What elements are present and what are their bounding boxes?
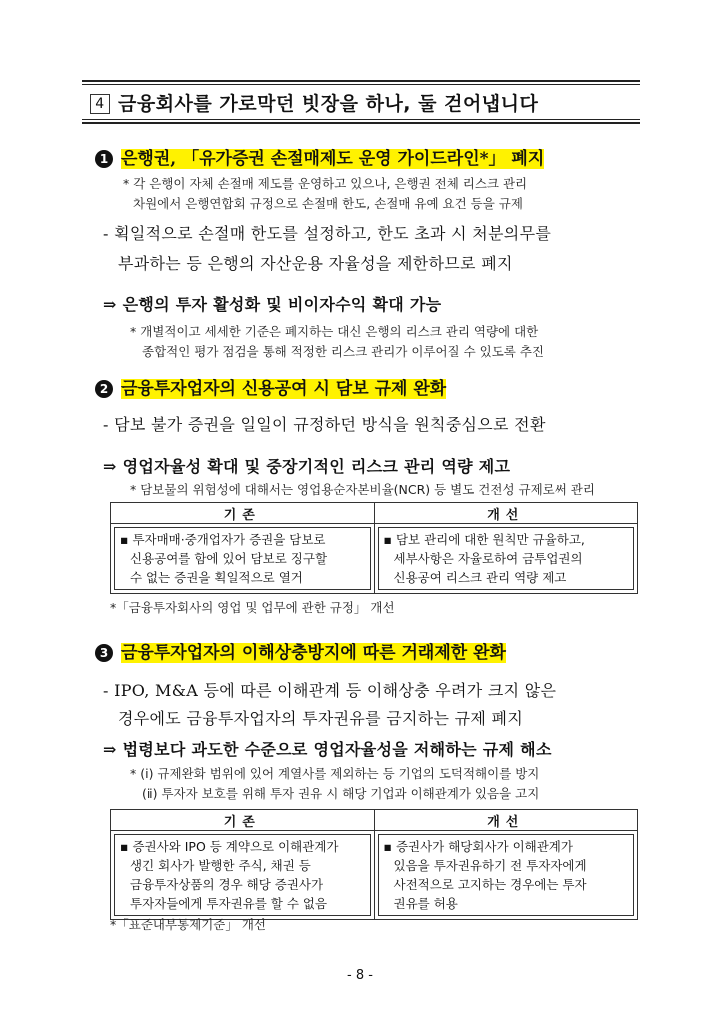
item-3-dash-line-2: 경우에도 금융투자업자의 투자권유를 금지하는 규제 폐지 [118,709,524,728]
item-2-after-line-1: ▪ 담보 관리에 대한 원칙만 규율하고, [383,532,585,547]
item-2-dash-line-1: - 담보 불가 증권을 일일이 규정하던 방식을 원칙중심으로 전환 [103,415,546,434]
header-bottom-rule-thin [82,119,640,120]
item-3-comparison-table [110,809,638,920]
item-3-result: ⇒ 법령보다 과도한 수준으로 영업자율성을 저해하는 규제 해소 [103,740,552,759]
item-2-after-line-2: 세부사항은 자율로하여 금투업권의 [393,551,583,566]
item-3-bullet: 3 [95,644,113,662]
item-2-heading-text: 금융투자업자의 신용공여 시 담보 규제 완화 [121,379,447,399]
header-top-rule-thin [82,84,640,85]
item-3-after-line-2: 있음을 투자권유하기 전 투자자에게 [393,858,587,873]
section-number: 4 [90,94,110,114]
item-2-col-before: 기존 [111,503,375,524]
item-3-before-line-2: 생긴 회사가 발행한 주식, 채권 등 [130,858,311,873]
item-3-after-cell [374,831,638,920]
item-3-col-after: 개선 [374,810,638,831]
item-3-result-note-2: (ⅱ) 투자자 보호를 위해 투자 권유 시 해당 기업과 이해관계가 있음을 고지 [142,786,540,801]
item-1-bullet: 1 [95,150,113,168]
item-2-after-line-3: 신용공여 리스크 관리 역량 제고 [393,570,567,585]
item-3-before-line-1: ▪ 증권사와 IPO 등 계약으로 이해관계가 [120,839,339,854]
item-2-result: ⇒ 영업자율성 확대 및 중장기적인 리스크 관리 역량 제고 [103,457,511,476]
item-3-after-line-4: 권유를 허용 [393,896,458,911]
item-1-result-note-2: 종합적인 평가 점검을 통해 적정한 리스크 관리가 이루어질 수 있도록 추진 [142,344,544,359]
item-1-result-note-1: * 개별적이고 세세한 기준은 폐지하는 대신 은행의 리스크 관리 역량에 대한 [130,324,539,339]
item-1-dash-line-1: - 획일적으로 손절매 한도를 설정하고, 한도 초과 시 처분의무를 [103,224,552,243]
item-3-heading [95,638,506,663]
header-top-rule [82,80,640,82]
item-3-before-cell [111,831,375,920]
item-3-before-line-4: 투자자들에게 투자권유를 할 수 없음 [130,896,328,911]
item-2-before-cell [111,524,375,594]
item-2-after-cell [374,524,638,594]
item-2-before-line-2: 신용공여를 함에 있어 담보로 징구할 [130,551,328,566]
item-2-before-line-3: 수 없는 증권을 획일적으로 열거 [130,570,303,585]
page-number: - 8 - [347,968,373,983]
item-3-footnote: *「표준내부통제기준」 개선 [110,917,266,932]
section-title [90,89,538,116]
item-2-col-after: 개선 [374,503,638,524]
item-2-comparison-table [110,502,638,594]
item-3-dash-line-1: - IPO, M&A 등에 따른 이해관계 등 이해상충 우려가 크지 않은 [103,681,557,700]
section-title-text: 금융회사를 가로막던 빗장을 하나, 둘 걷어냅니다 [118,93,539,115]
item-2-before-line-1: ▪ 투자매매·중개업자가 증권을 담보로 [120,532,326,547]
item-3-after-line-3: 사전적으로 고지하는 경우에는 투자 [393,877,587,892]
item-1-heading-text: 은행권, 「유가증권 손절매제도 운영 가이드라인*」 폐지 [121,149,545,169]
item-3-after-line-1: ▪ 증권사가 해당회사가 이해관계가 [383,839,573,854]
item-1-note-line-1: * 각 은행이 자체 손절매 제도를 운영하고 있으나, 은행권 전체 리스크 관리 [123,176,528,191]
header-bottom-rule [82,122,640,124]
item-3-heading-text: 금융투자업자의 이해상충방지에 따른 거래제한 완화 [121,643,506,663]
item-2-heading [95,374,446,399]
item-1-note-line-2: 차원에서 은행연합회 규정으로 손절매 한도, 손절매 유예 요건 등을 규제 [133,196,523,211]
item-1-dash-line-2: 부과하는 등 은행의 자산운용 자율성을 제한하므로 폐지 [118,254,513,273]
item-2-bullet: 2 [95,380,113,398]
item-3-col-before: 기존 [111,810,375,831]
item-1-result: ⇒ 은행의 투자 활성화 및 비이자수익 확대 가능 [103,295,442,314]
item-3-before-line-3: 금융투자상품의 경우 해당 증권사가 [130,877,324,892]
item-2-footnote: *「금융투자회사의 영업 및 업무에 관한 규정」 개선 [110,600,395,615]
item-2-result-note-1: * 담보물의 위험성에 대해서는 영업용순자본비율(NCR) 등 별도 건전성 규제로써 관리 [130,482,595,497]
item-1-heading [95,144,544,169]
item-3-result-note-1: * (ⅰ) 규제완화 범위에 있어 계열사를 제외하는 등 기업의 도덕적해이를 방지 [130,766,540,781]
